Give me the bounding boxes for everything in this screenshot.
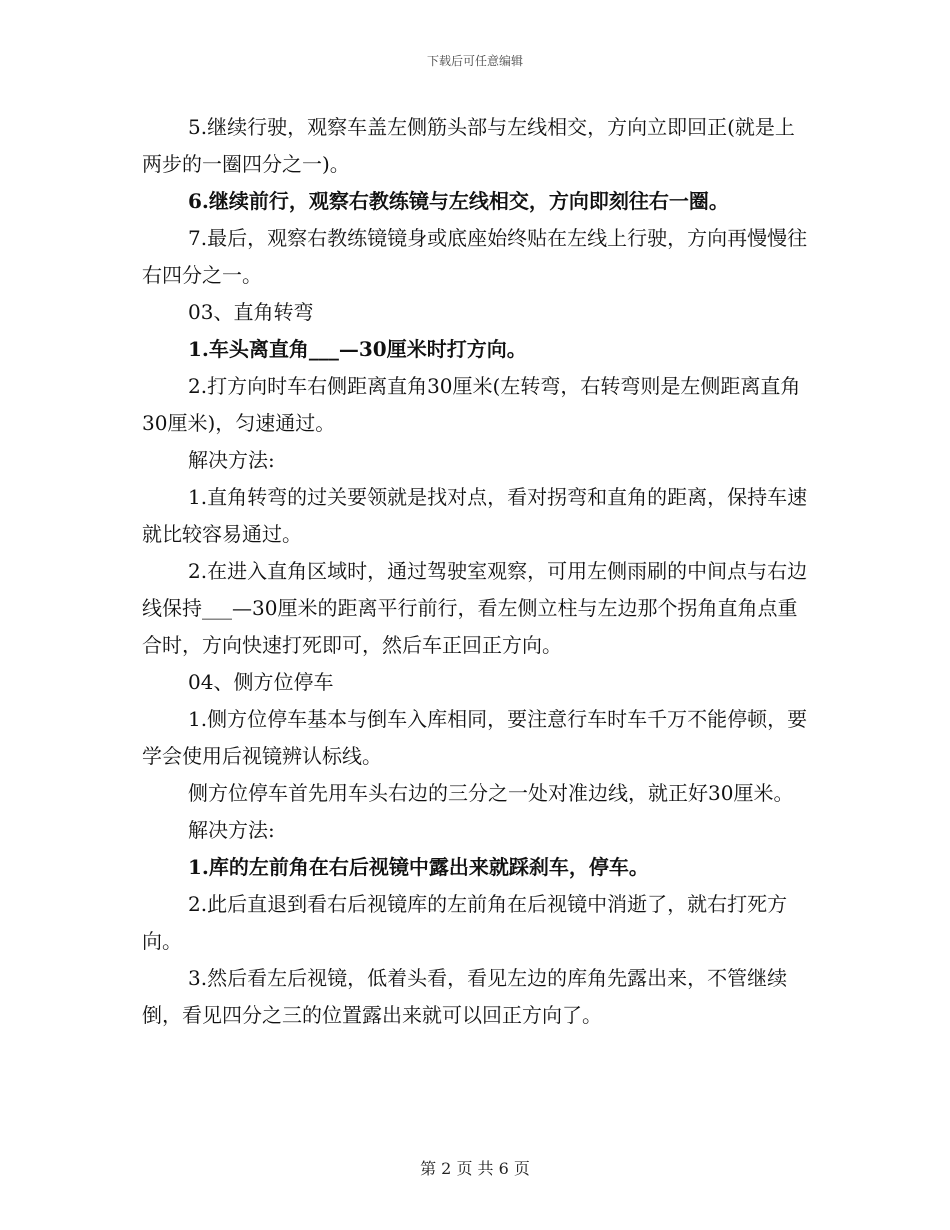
paragraph-step-6: 6.继续前行，观察右教练镜与左线相交，方向即刻往右一圈。	[188, 189, 729, 213]
solution-heading: 解决方法:	[188, 448, 275, 472]
paragraph-parking-solution-1: 1.库的左前角在右后视镜中露出来就踩刹车，停车。	[188, 855, 649, 879]
paragraph-turn-step-1: 1.车头离直角___—30厘米时打方向。	[188, 337, 527, 361]
paragraph-parking-note: 侧方位停车首先用车头右边的三分之一处对准边线，就正好30厘米。	[188, 781, 794, 805]
page-number: 第 2 页 共 6 页	[420, 1159, 530, 1178]
paragraph-parking-solution-3: 3.然后看左后视镜，低着头看，看见左边的库角先露出来，不管继续倒，看见四分之三的位置露出来就可以回正方向了。	[142, 966, 788, 1027]
page-header: 下载后可任意编辑	[426, 54, 523, 68]
document-body	[142, 109, 812, 1034]
paragraph-turn-step-2: 2.打方向时车右侧距离直角30厘米(左转弯，右转弯则是左侧距离直角30厘米)，匀速通过。	[142, 374, 801, 435]
paragraph-step-7: 7.最后，观察右教练镜镜身或底座始终贴在左线上行驶，方向再慢慢往右四分之一。	[142, 226, 808, 287]
solution-heading: 解决方法:	[188, 818, 275, 842]
paragraph-parking-step-1: 1.侧方位停车基本与倒车入库相同，要注意行车时车千万不能停顿，要学会使用后视镜辨认标线。	[142, 707, 808, 768]
paragraph-parking-solution-2: 2.此后直退到看右后视镜库的左前角在后视镜中消逝了，就右打死方向。	[142, 892, 788, 953]
paragraph-turn-solution-2: 2.在进入直角区域时，通过驾驶室观察，可用左侧雨刷的中间点与右边线保持___—30厘米的距离平行前行，看左侧立柱与左边那个拐角直角点重合时，方向快速打死即可，然后车正回正方向。	[142, 559, 808, 657]
paragraph-turn-solution-1: 1.直角转弯的过关要领就是找对点，看对拐弯和直角的距离，保持车速就比较容易通过。	[142, 485, 808, 546]
section-heading-side-parking: 04、侧方位停车	[188, 670, 334, 694]
paragraph-step-5: 5.继续行驶，观察车盖左侧筋头部与左线相交，方向立即回正(就是上两步的一圈四分之一)。	[142, 115, 795, 176]
section-heading-right-angle-turn: 03、直角转弯	[188, 300, 314, 324]
